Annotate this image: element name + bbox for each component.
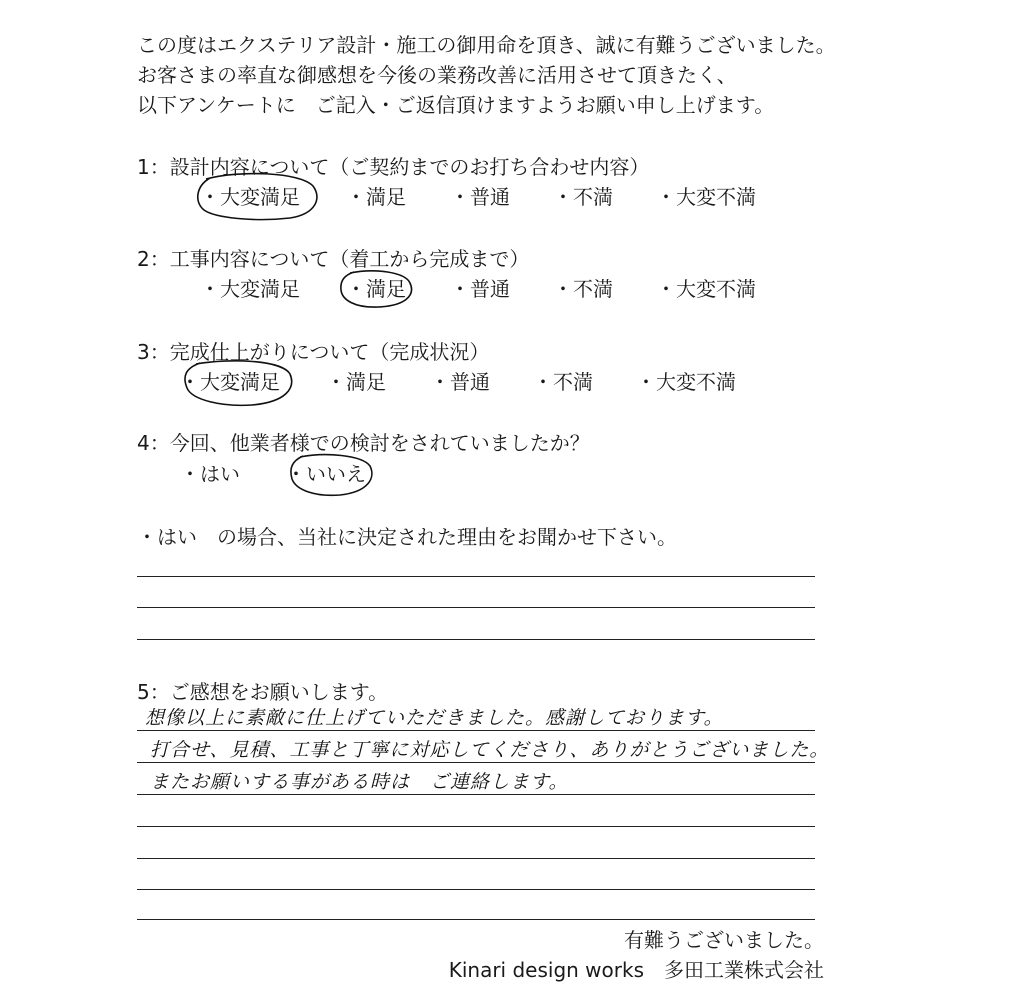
reason-line-2[interactable] [137, 607, 815, 608]
q4-option-no[interactable]: ・いいえ [286, 462, 366, 486]
reason-line-1[interactable] [137, 576, 815, 577]
feedback-line-4[interactable] [137, 826, 815, 827]
reason-prompt: ・はい の場合、当社に決定された理由をお聞かせ下さい。 [137, 525, 677, 549]
reason-line-3[interactable] [137, 639, 815, 640]
q1-option-satisfied[interactable]: ・満足 [346, 185, 406, 209]
q2-option-normal[interactable]: ・普通 [450, 277, 510, 301]
q3-option-dissatisfied[interactable]: ・不満 [533, 370, 593, 394]
handwritten-comment-line-3: またお願いする事がある時は ご連絡します。 [150, 771, 569, 793]
feedback-line-6[interactable] [137, 889, 815, 890]
q3-option-normal[interactable]: ・普通 [430, 370, 490, 394]
q2-option-very-satisfied[interactable]: ・大変満足 [200, 277, 300, 301]
q3-option-very-dissatisfied[interactable]: ・大変不満 [636, 370, 736, 394]
question-4-label: 4：今回、他業者様での検討をされていましたか？ [137, 431, 590, 455]
feedback-line-5[interactable] [137, 858, 815, 859]
question-1-label: 1：設計内容について（ご契約までのお打ち合わせ内容） [137, 155, 650, 179]
handwritten-comment-line-2: 打合せ、見積、工事と丁寧に対応してくださり、ありがとうございました。 [150, 739, 830, 761]
feedback-line-1[interactable] [137, 730, 815, 731]
handwritten-comment-line-1: 想像以上に素敵に仕上げていただきました。感謝しております。 [145, 707, 724, 729]
q3-option-satisfied[interactable]: ・満足 [326, 370, 386, 394]
q4-option-yes[interactable]: ・はい [180, 462, 240, 486]
q2-option-satisfied[interactable]: ・満足 [346, 277, 406, 301]
q2-option-very-dissatisfied[interactable]: ・大変不満 [656, 277, 756, 301]
question-2-label: 2：工事内容について（着工から完成まで） [137, 247, 530, 271]
intro-line-3: 以下アンケートに ご記入・ご返信頂けますようお願い申し上げます。 [137, 93, 775, 117]
question-3-label: 3：完成仕上がりについて（完成状況） [137, 340, 490, 364]
footer-thanks: 有難うございました。 [624, 928, 824, 952]
q3-option-very-satisfied[interactable]: ・大変満足 [180, 370, 280, 394]
q1-option-dissatisfied[interactable]: ・不満 [553, 185, 613, 209]
q1-option-very-satisfied[interactable]: ・大変満足 [200, 185, 300, 209]
intro-line-1: この度はエクステリア設計・施工の御用命を頂き、誠に有難うございました。 [137, 33, 836, 57]
feedback-label: 5：ご感想をお願いします。 [137, 680, 389, 704]
q1-option-normal[interactable]: ・普通 [450, 185, 510, 209]
feedback-line-3[interactable] [137, 794, 815, 795]
feedback-line-2[interactable] [137, 762, 815, 763]
feedback-line-7[interactable] [137, 919, 815, 920]
footer-company: Kinari design works 多田工業株式会社 [448, 958, 824, 982]
intro-line-2: お客さまの率直な御感想を今後の業務改善に活用させて頂きたく、 [137, 63, 737, 87]
q2-option-dissatisfied[interactable]: ・不満 [553, 277, 613, 301]
q1-option-very-dissatisfied[interactable]: ・大変不満 [656, 185, 756, 209]
